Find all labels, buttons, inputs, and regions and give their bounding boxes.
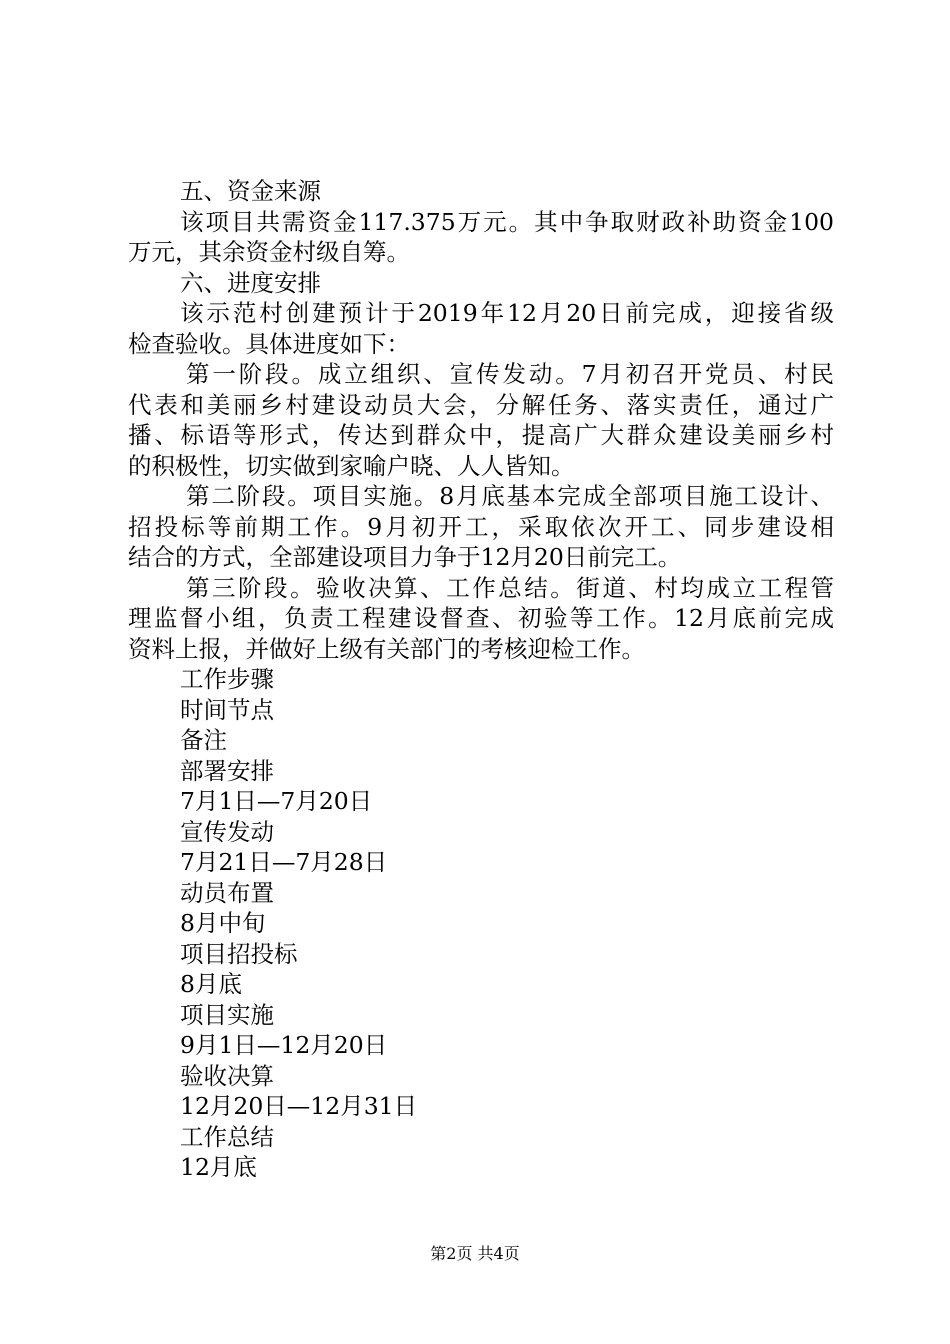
text-line: 12月底 (180, 1153, 257, 1181)
text-line: 该项目共需资金117.375万元。其中争取财政补助资金100 (180, 207, 834, 236)
text-line: 项目实施 (180, 1000, 274, 1029)
text-line: 第二阶段。项目实施。8月底基本完成全部项目施工设计、 (186, 482, 834, 510)
text-line: 招投标等前期工作。9月初开工，采取依次开工、同步建设相 (128, 512, 834, 541)
text-line: 工作总结 (180, 1122, 274, 1151)
text-line: 部署安排 (180, 756, 274, 785)
text-line: 工作步骤 (180, 665, 274, 693)
text-line: 资料上报，并做好上级有关部门的考核迎检工作。 (128, 634, 645, 663)
text-line: 理监督小组，负责工程建设督查、初验等工作。12月底前完成 (128, 604, 834, 632)
text-line: 时间节点 (180, 695, 274, 724)
text-line: 7月21日—7月28日 (180, 848, 388, 876)
text-line: 12月20日—12月31日 (180, 1092, 418, 1120)
text-line: 五、资金来源 (180, 177, 321, 205)
text-line: 代表和美丽乡村建设动员大会，分解任务、落实责任，通过广 (128, 390, 834, 419)
text-line: 第三阶段。验收决算、工作总结。街道、村均成立工程管 (186, 573, 834, 602)
text-line: 备注 (180, 726, 227, 754)
text-line: 8月底 (180, 970, 242, 998)
text-line: 该示范村创建预计于2019年12月20日前完成，迎接省级 (180, 299, 834, 327)
page-footer: 第2页 共4页 (430, 1244, 520, 1263)
text-line: 第一阶段。成立组织、宣传发动。7月初召开党员、村民 (186, 360, 834, 388)
text-line: 万元，其余资金村级自筹。 (128, 238, 410, 266)
text-line: 宣传发动 (180, 817, 274, 846)
text-line: 9月1日—12月20日 (180, 1031, 388, 1059)
text-line: 动员布置 (180, 878, 274, 907)
text-line: 7月1日—7月20日 (180, 787, 373, 815)
text-line: 六、进度安排 (180, 268, 321, 297)
text-line: 项目招投标 (180, 939, 298, 968)
text-line: 检查验收。具体进度如下： (128, 329, 410, 358)
text-line: 8月中旬 (180, 909, 266, 937)
document-body (128, 176, 834, 1183)
text-line: 验收决算 (180, 1061, 274, 1090)
text-line: 结合的方式，全部建设项目力争于12月20日前完工。 (128, 543, 682, 571)
text-line: 的积极性，切实做到家喻户晓、人人皆知。 (128, 451, 575, 480)
text-line: 播、标语等形式，传达到群众中，提高广大群众建设美丽乡村 (128, 421, 834, 449)
